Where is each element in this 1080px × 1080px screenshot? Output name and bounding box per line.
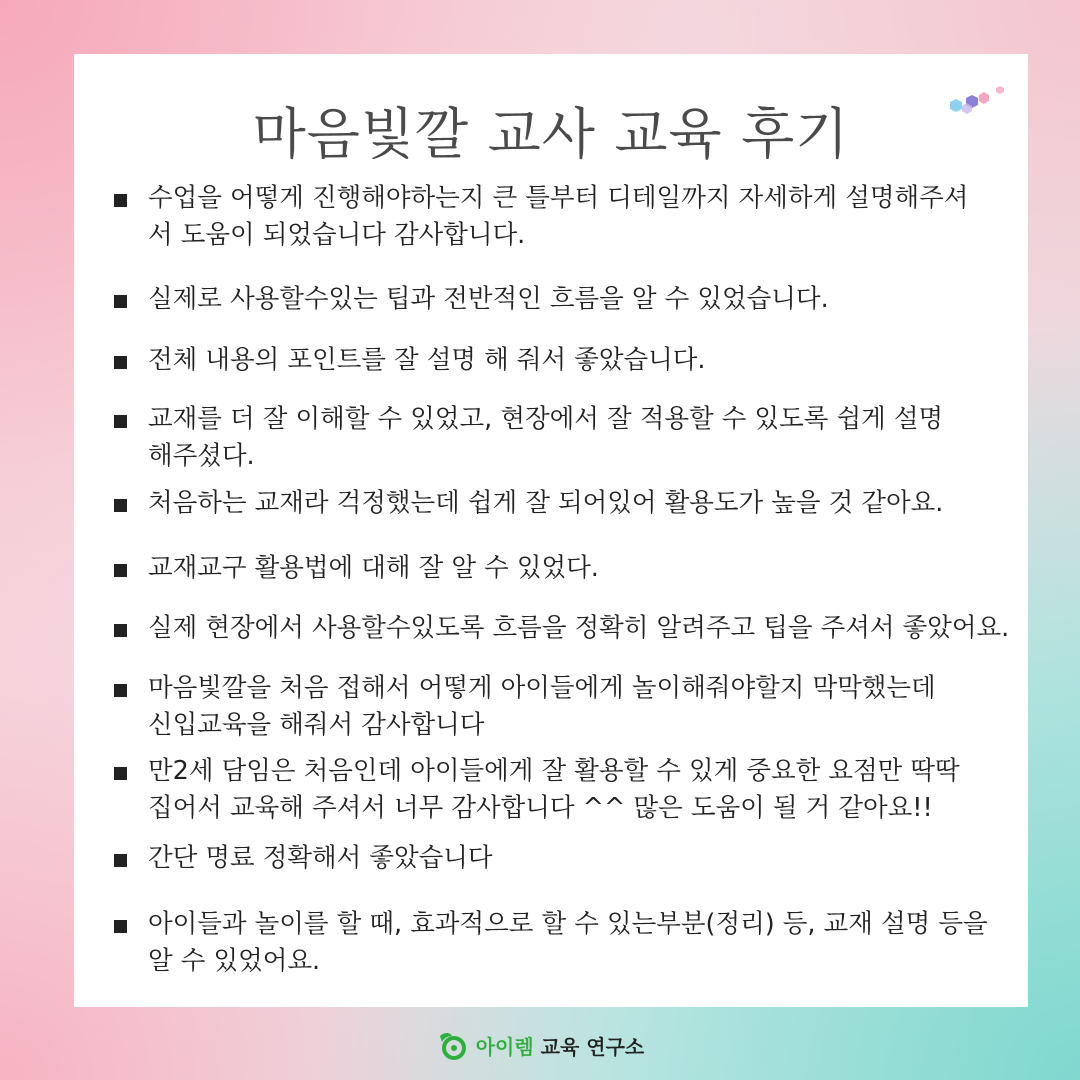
content-card (74, 54, 1028, 1007)
bullet-square-icon (114, 194, 127, 207)
review-item (114, 753, 1014, 827)
review-line: 교재를 더 잘 이해할 수 있었고, 현장에서 잘 적용할 수 있도록 쉽게 설명 (148, 404, 944, 434)
brand-name: 아이렘 교육 연구소 (475, 1034, 645, 1059)
review-item (114, 342, 1014, 379)
review-item (114, 401, 1014, 475)
review-line: 집어서 교육해 주셔서 너무 감사합니다 ^^ 많은 도움이 될 거 같아요!! (148, 793, 933, 823)
decorative-hexagons-icon (936, 80, 1016, 130)
bullet-square-icon (114, 295, 127, 308)
bullet-square-icon (114, 684, 127, 697)
review-line: 아이들과 놀이를 할 때, 효과적으로 할 수 있는부분(정리) 등, 교재 설명 등을 (148, 909, 988, 939)
review-line: 수업을 어떻게 진행해야하는지 큰 틀부터 디테일까지 자세하게 설명해주셔 (148, 183, 969, 213)
review-item (114, 180, 1014, 254)
review-line: 해주셨다. (148, 441, 255, 471)
review-item (114, 906, 1014, 980)
review-line: 알 수 있었어요. (148, 946, 321, 976)
review-line: 전체 내용의 포인트를 잘 설명 해 줘서 좋았습니다. (148, 345, 706, 375)
review-line: 실제로 사용할수있는 팁과 전반적인 흐름을 알 수 있었습니다. (148, 284, 829, 314)
review-item (114, 281, 1014, 318)
review-item (114, 610, 1014, 647)
bullet-square-icon (114, 499, 127, 512)
logo-leaf-icon (436, 1030, 470, 1060)
review-item (114, 670, 1014, 744)
page-title: 마음빛깔 교사 교육 후기 (252, 102, 850, 166)
review-line: 신입교육을 해줘서 감사합니다 (148, 710, 485, 740)
bullet-square-icon (114, 624, 127, 637)
review-line: 처음하는 교재라 걱정했는데 쉽게 잘 되어있어 활용도가 높을 것 같아요. (148, 488, 944, 518)
review-item (114, 485, 1014, 522)
review-line: 실제 현장에서 사용할수있도록 흐름을 정확히 알려주고 팁을 주셔서 좋았어요. (148, 613, 1010, 643)
review-line: 교재교구 활용법에 대해 잘 알 수 있었다. (148, 553, 599, 583)
bullet-square-icon (114, 564, 127, 577)
review-line: 간단 명료 정확해서 좋았습니다 (148, 843, 493, 873)
review-line: 만2세 담임은 처음인데 아이들에게 잘 활용할 수 있게 중요한 요점만 딱딱 (148, 756, 960, 786)
bullet-square-icon (114, 767, 127, 780)
bullet-square-icon (114, 356, 127, 369)
review-line: 서 도움이 되었습니다 감사합니다. (148, 220, 526, 250)
footer-logo (0, 1030, 1080, 1060)
review-item (114, 840, 1014, 877)
bullet-square-icon (114, 854, 127, 867)
review-item (114, 550, 1014, 587)
review-line: 마음빛깔을 처음 접해서 어떻게 아이들에게 놀이해줘야할지 막막했는데 (148, 673, 936, 703)
bullet-square-icon (114, 415, 127, 428)
bullet-square-icon (114, 920, 127, 933)
